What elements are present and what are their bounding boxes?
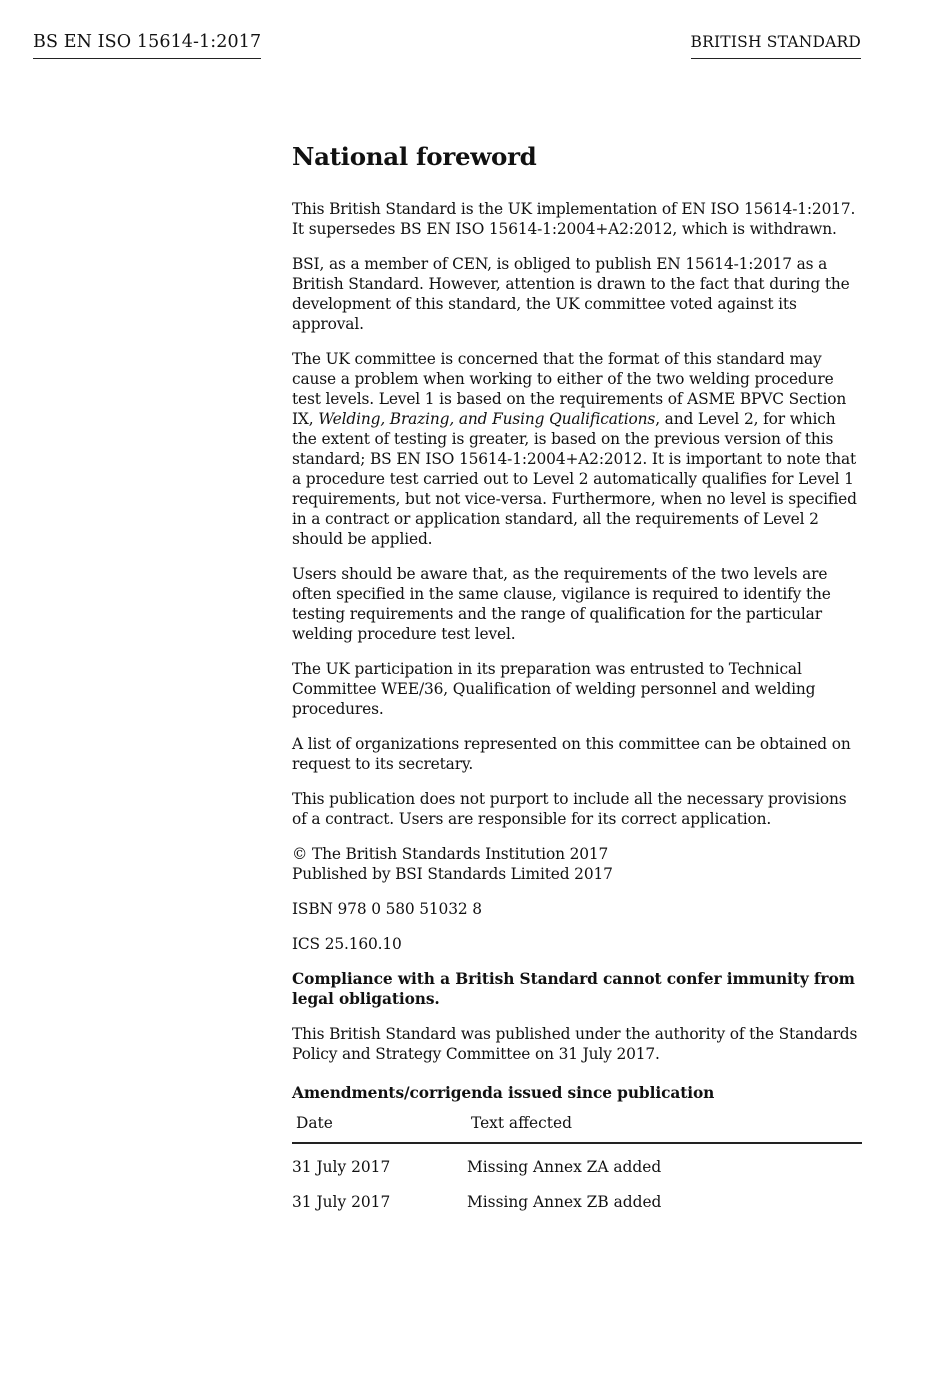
paragraph-implementation: This British Standard is the UK implementation of EN ISO 15614-1:2017. It supersedes BS EN ISO 15614-1:2004+A2:2012, which is withdrawn. [292,200,856,238]
paragraph-copyright [292,844,864,884]
paragraph-organizations-list: A list of organizations represented on this committee can be obtained on request to its secretary. [292,735,851,773]
national-foreword-content [292,142,864,1214]
publisher-line: Published by BSI Standards Limited 2017 [292,865,613,883]
header-series-label: BRITISH STANDARD [691,33,862,59]
paragraph-users-aware: Users should be aware that, as the requirements of the two levels are often specified in the same clause, vigilance is required to identify the testing requirements and the range of qualification for the particular welding procedure test level. [292,565,831,643]
paragraph-authority: This British Standard was published under the authority of the Standards Policy and Strategy Committee on 31 July 2017. [292,1025,858,1063]
ics-code: ICS 25.160.10 [292,935,402,953]
amendment-date: 31 July 2017 [292,1193,391,1211]
amendments-header-row [292,1110,862,1143]
paragraph-committee-concern-part2: , and Level 2, for which the extent of testing is greater, is based on the previous version of this standard; BS EN ISO 15614-1:2004+A2:2012. It is important to note that a procedure test carried out to Level 2 automatically qualifies for Level 1 requirements, but not vice-versa. Furthermore, when no level is specified in a contract or application standard, all the requirements of Level 2 should be applied. [292,410,857,548]
amendment-date: 31 July 2017 [292,1158,391,1176]
amendment-text: Missing Annex ZA added [467,1158,662,1176]
compliance-notice: Compliance with a British Standard cannot confer immunity from legal obligations. [292,970,855,1008]
column-header-text-affected: Text affected [467,1110,862,1143]
paragraph-cen-obligation: BSI, as a member of CEN, is obliged to publish EN 15614-1:2017 as a British Standard. However, attention is drawn to the fact that during the development of this standard, the UK committee voted against its approval. [292,255,850,333]
header-document-id: BS EN ISO 15614-1:2017 [33,32,261,59]
isbn: ISBN 978 0 580 51032 8 [292,900,482,918]
amendments-title: Amendments/corrigenda issued since publication [292,1084,715,1102]
amendment-text: Missing Annex ZB added [467,1193,662,1211]
amendments-table [292,1110,862,1214]
paragraph-committee-concern [292,349,864,549]
page-title: National foreword [292,142,537,171]
copyright-line: © The British Standards Institution 2017 [292,845,609,863]
table-row [292,1179,862,1214]
paragraph-uk-participation: The UK participation in its preparation was entrusted to Technical Committee WEE/36, Qualification of welding personnel and welding procedures. [292,660,816,718]
table-row [292,1143,862,1179]
asme-title-italic: Welding, Brazing, and Fusing Qualifications [318,410,656,428]
column-header-date: Date [292,1110,467,1143]
paragraph-committee-concern-part1: The UK committee is concerned that the format of this standard may cause a problem when working to either of the two welding procedure test levels. Level 1 is based on the requirements of ASME BPVC Section IX, [292,350,847,428]
paragraph-contract-provisions: This publication does not purport to include all the necessary provisions of a contract. Users are responsible for its correct application. [292,790,847,828]
